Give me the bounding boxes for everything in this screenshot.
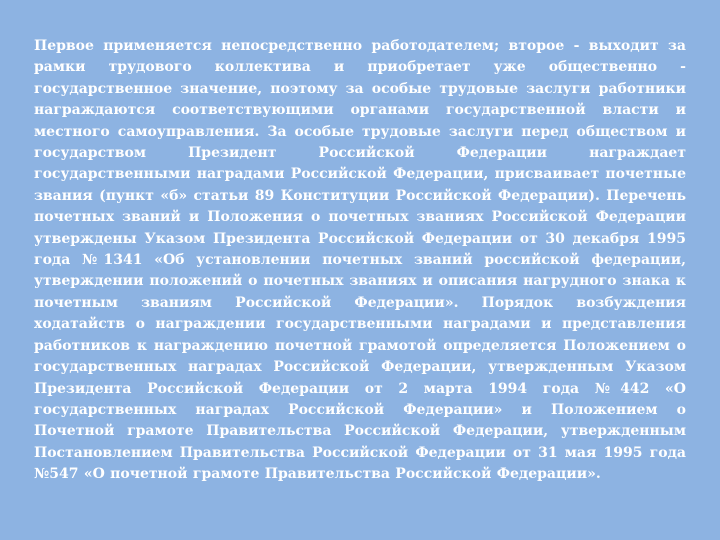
body-paragraph: Первое применяется непосредственно работодателем; второе - выходит за рамки трудового коллектива и приобретает уже общественно - государственное значение, поэтому за особые трудовые заслуги работники награждаются соответствующими органами государственной власти и местного самоуправления. За особые трудовые заслуги перед обществом и государством Президент Российской Федерации награждает государственными наградами Российской Федерации, присваивает почетные звания (пункт «б» статьи 89 Конституции Российской Федерации). Перечень почетных званий и Положения о почетных званиях Российской Федерации утверждены Указом Президента Российской Федерации от 30 декабря 1995 года №1341 «Об установлении почетных званий российской федерации, утверждении положений о почетных званиях и описания нагрудного знака к почетным званиям Российской Федерации». Порядок возбуждения ходатайств о награждении государственными наградами и представления работников к награждению почетной грамотой определяется Положением о государственных наградах Российской Федерации, утвержденным Указом Президента Российской Федерации от 2 марта 1994 года №442 «О государственных наградах Российской Федерации» и Положением о Почетной грамоте Правительства Российской Федерации, утвержденным Постановлением Правительства Российской Федерации от 31 мая 1995 года №547 «О почетной грамоте Правительства Российской Федерации». [34,38,686,483]
